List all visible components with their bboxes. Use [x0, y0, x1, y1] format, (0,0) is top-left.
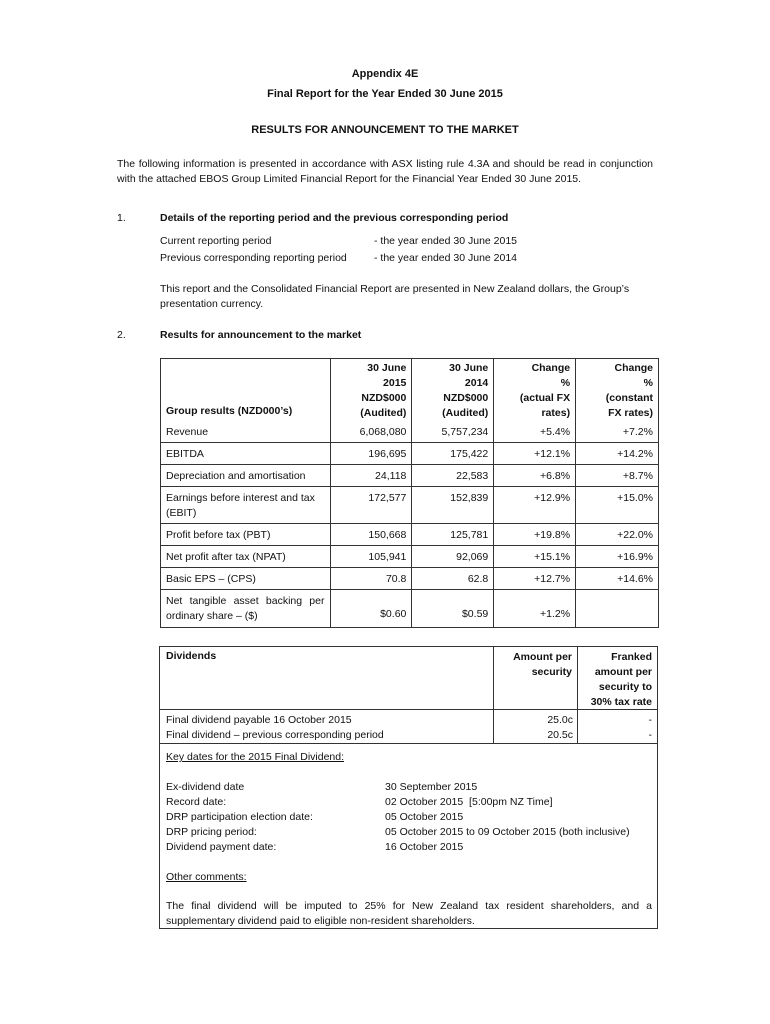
value-2014: 5,757,234: [412, 423, 494, 443]
dividends-title: Dividends: [166, 650, 217, 662]
row-label: EBITDA: [161, 443, 331, 465]
table-row: [161, 465, 659, 487]
value-2014: 92,069: [412, 546, 494, 568]
value-2014: $0.59: [412, 590, 494, 628]
col-header-change-constant: Change % (constant FX rates): [576, 359, 659, 424]
table-row: [161, 487, 659, 524]
previous-period-value: - the year ended 30 June 2014: [374, 252, 518, 264]
results-label-header: Group results (NZD000’s): [161, 359, 331, 424]
results-header-row: [161, 359, 659, 424]
other-comments-title: Other comments:: [166, 871, 247, 883]
change-constant: +16.9%: [576, 546, 659, 568]
report-title: Final Report for the Year Ended 30 June 2015: [267, 88, 503, 100]
value-2014: 125,781: [412, 524, 494, 546]
key-date-value: 30 September 2015: [385, 781, 478, 793]
value-2014: 22,583: [412, 465, 494, 487]
change-actual: +19.8%: [494, 524, 576, 546]
section-1-title: Details of the reporting period and the previous corresponding period: [160, 212, 509, 224]
amount-per-security-header: Amount per security: [513, 651, 572, 678]
value-2014: 152,839: [412, 487, 494, 524]
key-date-label: Dividend payment date:: [166, 841, 277, 853]
value-2015: 24,118: [330, 465, 412, 487]
appendix-title: Appendix 4E: [351, 68, 419, 80]
col-header-2014: 30 June 2014 NZD$000 (Audited): [412, 359, 494, 424]
results-heading: RESULTS FOR ANNOUNCEMENT TO THE MARKET: [251, 124, 519, 136]
change-actual: +12.1%: [494, 443, 576, 465]
current-period-label: Current reporting period: [160, 235, 272, 247]
dividend-row-amount: 20.5c: [547, 729, 573, 741]
change-actual: +1.2%: [494, 590, 576, 628]
table-row: [161, 590, 659, 628]
key-date-label: Ex-dividend date: [166, 781, 245, 793]
value-2015: 196,695: [330, 443, 412, 465]
key-date-label: DRP participation election date:: [166, 811, 313, 823]
group-results-table: [160, 358, 659, 628]
table-row: [161, 568, 659, 590]
change-constant: +7.2%: [576, 423, 659, 443]
dividend-row-amount: 25.0c: [547, 714, 573, 726]
dividend-row-franked: -: [648, 729, 652, 741]
row-label: Earnings before interest and tax (EBIT): [161, 487, 331, 524]
change-constant: +14.2%: [576, 443, 659, 465]
dividend-row-franked: -: [648, 714, 652, 726]
change-constant: +15.0%: [576, 487, 659, 524]
key-date-value: 02 October 2015 [5:00pm NZ Time]: [385, 796, 553, 808]
section-2-number: 2.: [117, 329, 126, 341]
previous-period-label: Previous corresponding reporting period: [160, 252, 347, 264]
key-date-value: 16 October 2015: [385, 841, 464, 853]
dividend-row-label: Final dividend – previous corresponding period: [166, 729, 384, 741]
change-constant: +14.6%: [576, 568, 659, 590]
table-row: [161, 546, 659, 568]
current-period-value: - the year ended 30 June 2015: [374, 235, 518, 247]
section-2-title: Results for announcement to the market: [160, 329, 362, 341]
key-date-value: 05 October 2015: [385, 811, 464, 823]
dividend-row-label: Final dividend payable 16 October 2015: [166, 714, 352, 726]
table-row: [161, 443, 659, 465]
change-constant: +8.7%: [576, 465, 659, 487]
intro-paragraph: The following information is presented in accordance with ASX listing rule 4.3A and should be read in conjunction with the attached EBOS Group Limited Financial Report for the Financial Year Ended 30 June 2015.: [117, 158, 653, 185]
value-2014: 175,422: [412, 443, 494, 465]
change-constant: [576, 590, 659, 628]
key-dates-title: Key dates for the 2015 Final Dividend:: [166, 751, 345, 763]
dividends-box: [159, 646, 658, 929]
col-header-change-actual: Change % (actual FX rates): [494, 359, 576, 424]
table-row: [161, 423, 659, 443]
value-2015: 6,068,080: [330, 423, 412, 443]
row-label: Depreciation and amortisation: [161, 465, 331, 487]
row-label: Net profit after tax (NPAT): [161, 546, 331, 568]
value-2015: 172,577: [330, 487, 412, 524]
row-label: Profit before tax (PBT): [161, 524, 331, 546]
value-2014: 62.8: [412, 568, 494, 590]
other-comments-text: The final dividend will be imputed to 25% for New Zealand tax resident shareholders, and a supplementary dividend paid to eligible non-resident shareholders.: [166, 900, 652, 927]
value-2015: $0.60: [330, 590, 412, 628]
row-label: Basic EPS – (CPS): [161, 568, 331, 590]
change-actual: +6.8%: [494, 465, 576, 487]
value-2015: 150,668: [330, 524, 412, 546]
table-row: [161, 524, 659, 546]
col-header-2015: 30 June 2015 NZD$000 (Audited): [330, 359, 412, 424]
franked-amount-header: Franked amount per security to 30% tax rate: [590, 651, 652, 708]
value-2015: 105,941: [330, 546, 412, 568]
section-1-number: 1.: [117, 212, 126, 224]
row-label: Revenue: [161, 423, 331, 443]
value-2015: 70.8: [330, 568, 412, 590]
change-actual: +5.4%: [494, 423, 576, 443]
row-label: Net tangible asset backing per ordinary share – ($): [161, 590, 331, 628]
key-date-value: 05 October 2015 to 09 October 2015 (both inclusive): [385, 826, 630, 838]
change-constant: +22.0%: [576, 524, 659, 546]
change-actual: +12.9%: [494, 487, 576, 524]
key-date-label: DRP pricing period:: [166, 826, 257, 838]
change-actual: +12.7%: [494, 568, 576, 590]
currency-note: This report and the Consolidated Financial Report are presented in New Zealand dollars, the Group’s presentation currency.: [160, 283, 630, 310]
change-actual: +15.1%: [494, 546, 576, 568]
key-date-label: Record date:: [166, 796, 227, 808]
